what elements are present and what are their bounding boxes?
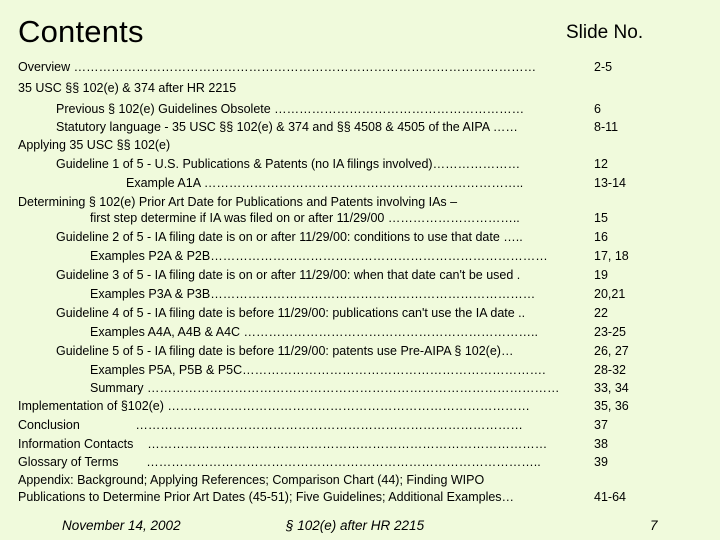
toc-entry-text: Appendix: Background; Applying References; Comparison Chart (44); Finding WIPO xyxy=(18,473,485,487)
toc-entry-page: 6 xyxy=(594,102,601,116)
toc-entry-text: Applying 35 USC §§ 102(e) xyxy=(18,138,171,152)
toc-entry-page: 15 xyxy=(594,211,608,225)
toc-entry-text: Guideline 5 of 5 - IA filing date is before 11/29/00: patents use Pre-AIPA § 102(e)… xyxy=(56,344,514,358)
toc-entry-text: Publications to Determine Prior Art Dates (45-51); Five Guidelines; Additional Examples… xyxy=(18,490,515,504)
toc-entry xyxy=(0,304,720,322)
toc-entry-page: 2-5 xyxy=(594,60,613,74)
toc-section-heading xyxy=(0,79,720,97)
toc-entry-text: Glossary of Terms ………………………………………………………………………………….. xyxy=(18,455,541,469)
toc-section-heading xyxy=(0,136,720,154)
toc-entry-page: 33, 34 xyxy=(594,381,629,395)
toc-entry-page: 28-32 xyxy=(594,363,626,377)
toc-entry-page: 16 xyxy=(594,230,608,244)
footer-date: November 14, 2002 xyxy=(62,518,181,533)
toc-entry-text: Guideline 4 of 5 - IA filing date is before 11/29/00: publications can't use the IA date .. xyxy=(56,306,526,320)
toc-entry xyxy=(0,379,720,397)
toc-entry-page: 38 xyxy=(594,437,608,451)
toc-section-heading xyxy=(0,471,720,489)
toc-entry xyxy=(0,100,720,118)
toc-entry xyxy=(0,247,720,265)
toc-entry-page: 41-64 xyxy=(594,490,626,504)
toc-entry-text: first step determine if IA was filed on or after 11/29/00 ………………………….. xyxy=(90,211,520,225)
toc-entry-page: 13-14 xyxy=(594,176,626,190)
toc-entry-page: 12 xyxy=(594,157,608,171)
toc-entry-text: Examples P2A & P2B……………………………………………………………………… xyxy=(90,249,548,263)
toc-entry xyxy=(0,323,720,341)
slide-number-header: Slide No. xyxy=(566,22,644,43)
toc-entry-text: Statutory language - 35 USC §§ 102(e) & 374 and §§ 4508 & 4505 of the AIPA …… xyxy=(56,120,518,134)
footer-title: § 102(e) after HR 2215 xyxy=(286,518,425,533)
toc-entry xyxy=(0,266,720,284)
toc-entry xyxy=(0,209,720,227)
toc-entry-text: Previous § 102(e) Guidelines Obsolete …………………………………………………… xyxy=(56,102,525,116)
toc-entry-text: 35 USC §§ 102(e) & 374 after HR 2215 xyxy=(18,81,237,95)
toc-entry-text: Examples A4A, A4B & A4C …………………………………………………………….. xyxy=(90,325,539,339)
toc-entry-text: Guideline 1 of 5 - U.S. Publications & Patents (no IA filings involved)………………… xyxy=(56,157,521,171)
toc-entry-text: Information Contacts …………………………………………………………………………………… xyxy=(18,437,548,451)
toc-entry xyxy=(0,174,720,192)
toc-entry xyxy=(0,416,720,434)
toc-entry-text: Guideline 2 of 5 - IA filing date is on or after 11/29/00: conditions to use that date ….. xyxy=(56,230,523,244)
toc-entry-text: Determining § 102(e) Prior Art Date for Publications and Patents involving IAs – xyxy=(18,195,458,209)
toc-entry-text: Overview ………………………………………………………………………………………………… xyxy=(18,60,537,74)
toc-entry-page: 17, 18 xyxy=(594,249,629,263)
toc-entry xyxy=(0,397,720,415)
toc-entry xyxy=(0,342,720,360)
toc-entry xyxy=(0,285,720,303)
toc-entry-text: Example A1A ………………………………………………………………….. xyxy=(126,176,524,190)
toc-entry-page: 19 xyxy=(594,268,608,282)
toc-entry-page: 22 xyxy=(594,306,608,320)
toc-entry-overview xyxy=(0,58,720,76)
toc-entry-text: Conclusion ………………………………………………………………………………… xyxy=(18,418,523,432)
toc-entry xyxy=(0,118,720,136)
toc-entry xyxy=(0,453,720,471)
page-title: Contents xyxy=(18,14,144,49)
toc-entry-page: 26, 27 xyxy=(594,344,629,358)
toc-entry-page: 20,21 xyxy=(594,287,626,301)
toc-entry-text: Implementation of §102(e) …………………………………………………………………………… xyxy=(18,399,530,413)
toc-entry-text: Examples P5A, P5B & P5C………………………………………………………………. xyxy=(90,363,546,377)
toc-entry xyxy=(0,488,720,506)
toc-entry xyxy=(0,435,720,453)
footer-page-number: 7 xyxy=(650,518,658,533)
toc-entry-page: 39 xyxy=(594,455,608,469)
toc-entry-page: 8-11 xyxy=(594,120,619,134)
toc-entry-text: Summary ……………………………………………………………………………………… xyxy=(90,381,560,395)
toc-entry-page: 23-25 xyxy=(594,325,626,339)
toc-entry xyxy=(0,228,720,246)
toc-entry-page: 35, 36 xyxy=(594,399,629,413)
toc-entry xyxy=(0,155,720,173)
toc-entry-text: Guideline 3 of 5 - IA filing date is on or after 11/29/00: when that date can't be used . xyxy=(56,268,521,282)
toc-entry xyxy=(0,361,720,379)
toc-entry-page: 37 xyxy=(594,418,608,432)
toc-entry-text: Examples P3A & P3B…………………………………………………………………… xyxy=(90,287,536,301)
